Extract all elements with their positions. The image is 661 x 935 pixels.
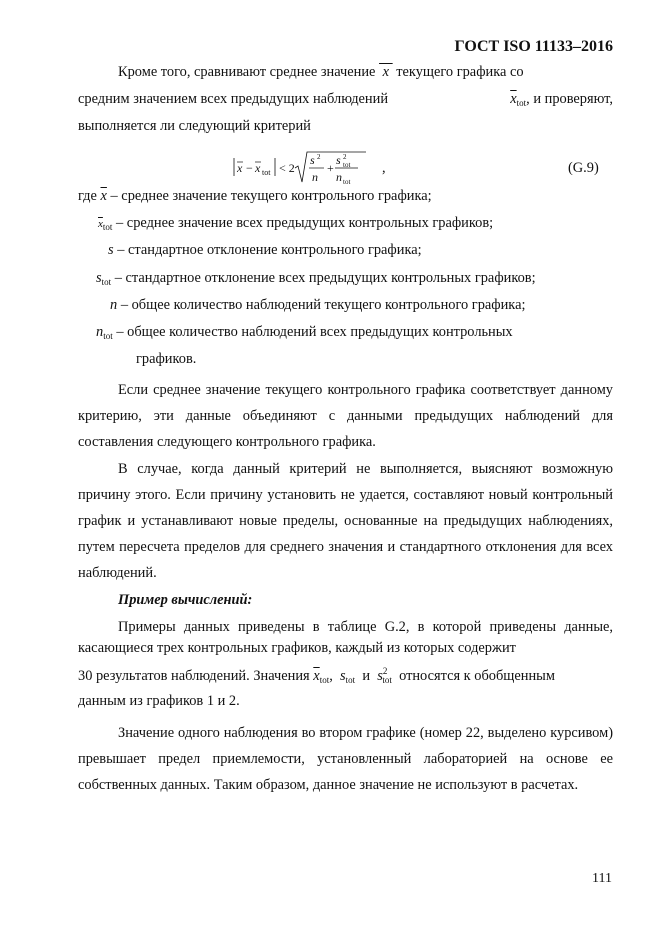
example-line-2: касающиеся трех контрольных графиков, каждый из которых содержит	[78, 640, 516, 656]
criterion-formula: x − x tot < 2 s 2 n + s 2 tot n tot ,	[232, 148, 372, 196]
svg-text:2: 2	[317, 153, 321, 161]
svg-text:< 2: < 2	[279, 161, 295, 175]
svg-text:tot: tot	[343, 161, 351, 169]
intro-line-1: Кроме того, сравнивают среднее значение x текущего графика со	[118, 64, 524, 80]
example-line-3: 30 результатов наблюдений. Значения $\overline{x}_{tot}$, $s_{tot}$ и $s^2_{tot}$ относятся к обобщенным	[78, 666, 555, 685]
paragraph-excluded-value: Значение одного наблюдения во втором графике (номер 22, выделено курсивом) превышает предел приемлемости, установленный лабораторией на основе ее собственных данных. Таким образом, данное значение не используют в расчетах.	[78, 725, 613, 793]
standard-header: ГОСТ ISO 11133–2016	[454, 38, 613, 55]
svg-text:x: x	[237, 161, 243, 175]
paragraph-criterion-met: Если среднее значение текущего контрольного графика соответствует данному критерию, эти данные объединяют с данными предыдущих наблюдений для составления следующего контрольного графика.	[78, 382, 613, 450]
svg-text:s: s	[310, 153, 315, 167]
svg-text:2: 2	[343, 153, 347, 161]
page-number: 111	[592, 871, 612, 886]
legend-ntot-cont: графиков.	[136, 351, 197, 367]
legend-s: s – стандартное отклонение контрольного графика;	[108, 242, 422, 258]
paragraph-criterion-failed: В случае, когда данный критерий не выполняется, выясняют возможную причину этого. Если причину установить не удается, составляют новый контрольный график и устанавливают новые пределы, основанные на предыдущих наблюдениях, путем пересчета пределов для среднего значения и стандартного отклонения для всех наблюдений.	[78, 461, 613, 581]
svg-text:s: s	[336, 153, 341, 167]
svg-text:+: +	[327, 161, 334, 175]
x-tot-symbol: $\overline{x}$	[510, 91, 517, 107]
svg-text:x: x	[255, 161, 261, 175]
legend-ntot: $n_{tot}$ – общее количество наблюдений всех предыдущих контрольных	[96, 324, 513, 341]
example-heading: Пример вычислений:	[118, 592, 253, 608]
example-line-4: данным из графиков 1 и 2.	[78, 693, 240, 709]
equation-number: (G.9)	[568, 160, 599, 176]
svg-text:n: n	[336, 170, 342, 184]
legend-xtot: $\overline{x}_{tot}$ – среднее значение всех предыдущих контрольных графиков;	[98, 215, 494, 232]
example-line-1: Примеры данных приведены в таблице G.2, в которой приведены данные,	[118, 619, 613, 635]
svg-text:n: n	[312, 170, 318, 184]
svg-text:tot: tot	[343, 178, 351, 186]
intro-line-3: выполняется ли следующий критерий	[78, 118, 311, 134]
intro-line-2: средним значением всех предыдущих наблюдений $\overline{x}_{tot}$, и проверяют,	[78, 91, 613, 108]
legend-stot: $s_{tot}$ – стандартное отклонение всех предыдущих контрольных графиков;	[96, 270, 536, 287]
legend-n: n – общее количество наблюдений текущего контрольного графика;	[110, 297, 526, 313]
formula-graphic	[232, 148, 372, 192]
x-bar-symbol: x	[379, 64, 393, 80]
legend-x: где $\overline{x}$ – среднее значение текущего контрольного графика;	[78, 188, 432, 204]
svg-text:tot: tot	[262, 168, 271, 177]
svg-text:−: −	[246, 161, 253, 175]
